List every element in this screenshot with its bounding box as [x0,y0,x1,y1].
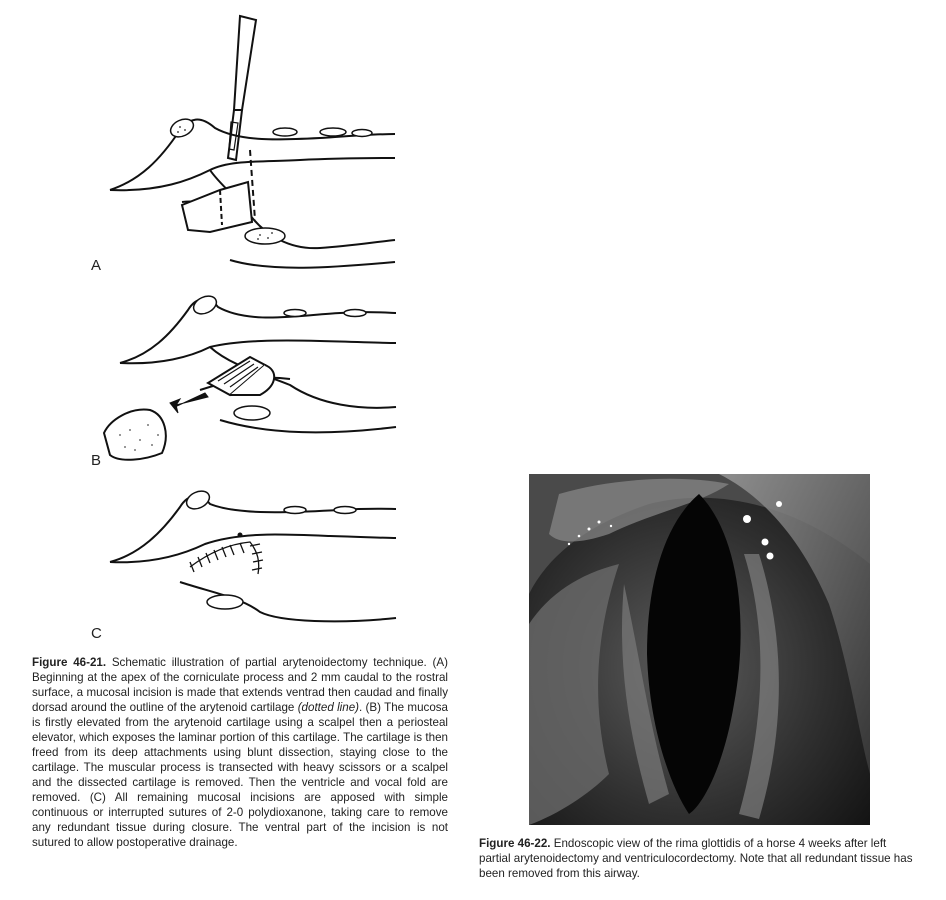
illustration-panel-a [100,10,400,272]
figure-46-22-caption [479,836,919,881]
caption-segment-1: Schematic illustration of partial arytenoidectomy technique. (A) Beginning at the apex of the corniculate process and 2 mm caudal to the rostral surface, a mucosal incision is made that extends ventrad then caudad and finally dorsad around the outline of the arytenoid cartilage [32,656,448,714]
endoscopic-photo [529,474,870,825]
arrow-icon [170,393,208,413]
figure-46-21-caption [32,655,448,850]
figure-46-22-text: Endoscopic view of the rima glottidis of a horse 4 weeks after left partial arytenoidectomy and ventriculocordectomy. Note that all redundant tissue has been removed from this airway. [479,837,913,880]
illustration-panel-c [100,482,400,632]
caption-segment-2: (dotted line) [297,701,360,714]
caption-segment-3: . (B) The mucosa is firstly elevated from the arytenoid cartilage using a scalpel then a periosteal elevator, which exposes the laminar portion of this cartilage. The cartilage is then freed from its deep attachments using blunt dissection, staying close to the cartilage. The muscular process is transected with heavy scissors or a scalpel and the dissected cartilage is removed. Then the ventricle and vocal fold are removed. (C) All remaining mucosal incisions are apposed with simple continuous or interrupted sutures of 2-0 polydioxanone, taking care to remove any redundant tissue during closure. The ventral part of the incision is not sutured to allow postoperative drainage. [32,701,449,849]
removed-cartilage [104,410,166,460]
panel-label-c: C [91,625,102,642]
panel-label-b: B [91,452,102,469]
figure-46-22-label: Figure 46-22. [479,837,551,850]
panel-label-a: A [91,257,102,274]
illustration-panel-b [100,285,400,465]
figure-46-21-label: Figure 46-21. [32,656,107,669]
